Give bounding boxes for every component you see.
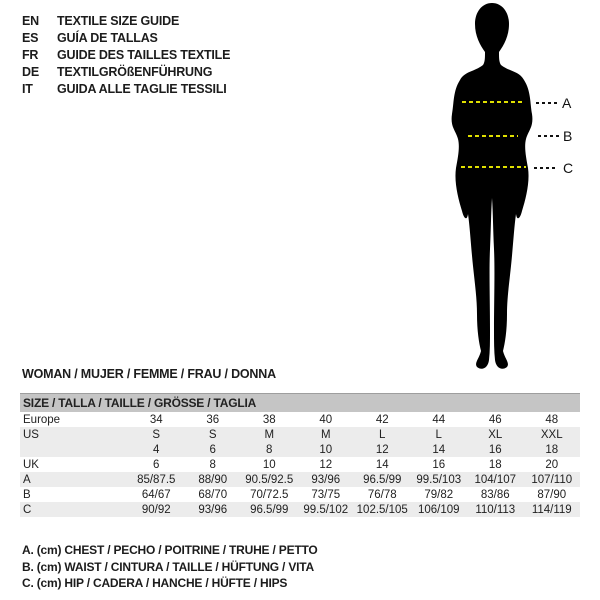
- size-cell: 46: [488, 413, 502, 426]
- size-cell: 73/75: [311, 488, 341, 501]
- language-code: DE: [22, 65, 39, 79]
- size-cell: 10: [262, 458, 276, 471]
- size-cell: 14: [432, 443, 446, 456]
- size-cell: 16: [488, 443, 502, 456]
- language-title: GUIDE DES TAILLES TEXTILE: [57, 48, 231, 62]
- size-table-body: [20, 412, 580, 517]
- woman-silhouette-shape: [452, 3, 533, 369]
- language-code: FR: [22, 48, 39, 62]
- body-measurement-figure: [400, 0, 600, 375]
- table-row: [20, 457, 580, 472]
- row-label: Europe: [23, 413, 61, 426]
- table-row: [20, 487, 580, 502]
- size-cell: 93/96: [311, 473, 341, 486]
- size-cell: 87/90: [537, 488, 567, 501]
- size-cell: 79/82: [424, 488, 454, 501]
- size-cell: 110/113: [475, 503, 516, 516]
- size-cell: 104/107: [474, 473, 517, 486]
- row-label: US: [23, 428, 39, 441]
- table-row: [20, 442, 580, 457]
- marker-label-waist: B: [563, 128, 573, 144]
- language-title: GUÍA DE TALLAS: [57, 31, 158, 45]
- size-table: [20, 393, 580, 517]
- size-cell: 20: [545, 458, 559, 471]
- size-cell: 99.5/102: [303, 503, 349, 516]
- table-row: [20, 427, 580, 442]
- size-cell: 68/70: [198, 488, 228, 501]
- size-cell: 48: [545, 413, 559, 426]
- size-cell: M: [320, 428, 331, 441]
- woman-silhouette-icon: [400, 0, 600, 375]
- table-row: [20, 472, 580, 487]
- size-cell: 10: [319, 443, 333, 456]
- size-cell: 90/92: [141, 503, 171, 516]
- size-cell: L: [379, 428, 386, 441]
- size-cell: 14: [375, 458, 389, 471]
- size-cell: 76/78: [367, 488, 397, 501]
- language-title: TEXTILGRÖßENFÜHRUNG: [57, 65, 213, 79]
- size-cell: 16: [432, 458, 446, 471]
- size-cell: 83/86: [480, 488, 510, 501]
- size-cell: 38: [262, 413, 276, 426]
- language-row: [22, 47, 230, 64]
- size-cell: 107/110: [531, 473, 573, 486]
- size-cell: M: [264, 428, 275, 441]
- size-cell: 96.5/99: [250, 503, 289, 516]
- marker-label-hip: C: [563, 160, 574, 176]
- size-cell: S: [152, 428, 161, 441]
- size-cell: 4: [153, 443, 160, 456]
- size-cell: 18: [488, 458, 502, 471]
- size-cell: 34: [149, 413, 163, 426]
- size-cell: 106/109: [417, 503, 460, 516]
- size-cell: 99.5/103: [416, 473, 462, 486]
- size-cell: 6: [153, 458, 160, 471]
- size-cell: 8: [266, 443, 273, 456]
- size-cell: 6: [209, 443, 216, 456]
- language-row: [22, 13, 230, 30]
- size-cell: 88/90: [198, 473, 228, 486]
- size-cell: 42: [375, 413, 389, 426]
- row-label: UK: [23, 458, 39, 471]
- legend-line: A. (cm) CHEST / PECHO / POITRINE / TRUHE / PETTO: [22, 543, 318, 557]
- language-row: [22, 64, 230, 81]
- size-cell: 102.5/105: [356, 503, 408, 516]
- size-table-header-row: [20, 394, 580, 413]
- legend-line: C. (cm) HIP / CADERA / HANCHE / HÜFTE / HIPS: [22, 576, 288, 590]
- size-table-header: SIZE / TALLA / TAILLE / GRÖSSE / TAGLIA: [20, 394, 580, 413]
- size-cell: 18: [545, 443, 559, 456]
- measurement-legend: [22, 542, 318, 592]
- size-cell: 90.5/92.5: [245, 473, 294, 486]
- size-cell: 96.5/99: [363, 473, 402, 486]
- size-cell: 64/67: [141, 488, 171, 501]
- table-row: [20, 502, 580, 517]
- row-label: B: [23, 488, 31, 501]
- size-cell: XL: [488, 428, 503, 441]
- size-cell: 8: [209, 458, 216, 471]
- language-code: EN: [22, 14, 39, 28]
- language-title: TEXTILE SIZE GUIDE: [57, 14, 180, 28]
- language-list: [22, 13, 230, 98]
- size-cell: 85/87.5: [137, 473, 176, 486]
- size-cell: 12: [319, 458, 333, 471]
- size-cell: 40: [319, 413, 333, 426]
- size-cell: XXL: [540, 428, 563, 441]
- row-label: C: [23, 503, 32, 516]
- size-cell: 93/96: [198, 503, 228, 516]
- language-code: IT: [22, 82, 33, 96]
- language-row: [22, 30, 230, 47]
- table-row: [20, 412, 580, 427]
- size-cell: 44: [432, 413, 446, 426]
- marker-label-chest: A: [562, 95, 572, 111]
- size-cell: 36: [206, 413, 220, 426]
- size-cell: 12: [375, 443, 389, 456]
- category-title: WOMAN / MUJER / FEMME / FRAU / DONNA: [22, 367, 276, 381]
- row-label: [20, 442, 128, 457]
- size-cell: S: [208, 428, 217, 441]
- size-cell: 114/119: [531, 503, 572, 516]
- size-cell: L: [435, 428, 442, 441]
- size-cell: 70/72.5: [250, 488, 289, 501]
- row-label: A: [23, 473, 31, 486]
- language-code: ES: [22, 31, 39, 45]
- language-row: [22, 81, 230, 98]
- legend-line: B. (cm) WAIST / CINTURA / TAILLE / HÜFTUNG / VITA: [22, 559, 314, 574]
- language-title: GUIDA ALLE TAGLIE TESSILI: [57, 82, 227, 96]
